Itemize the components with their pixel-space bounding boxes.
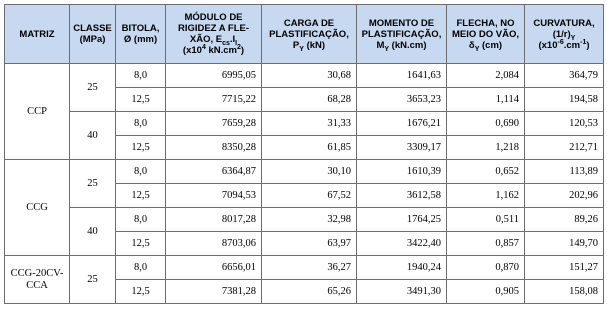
modulo-cell: 7715,22 xyxy=(166,88,262,112)
classe-cell: 40 xyxy=(70,208,116,256)
carga-cell: 32,98 xyxy=(262,208,357,232)
table-row xyxy=(5,64,604,88)
classe-cell: 25 xyxy=(70,160,116,208)
flecha-cell: 1,162 xyxy=(447,184,525,208)
bitola-cell: 12,5 xyxy=(116,184,166,208)
table-row xyxy=(5,112,604,136)
momento-cell: 3612,58 xyxy=(357,184,447,208)
matriz-cell: CCG xyxy=(5,160,70,256)
bitola-cell: 12,5 xyxy=(116,136,166,160)
flecha-cell: 1,114 xyxy=(447,88,525,112)
classe-cell: 25 xyxy=(70,64,116,112)
carga-cell: 30,10 xyxy=(262,160,357,184)
flecha-cell: 0,511 xyxy=(447,208,525,232)
matriz-cell: CCG-20CV-CCA xyxy=(5,256,70,304)
bitola-cell: 8,0 xyxy=(116,208,166,232)
bitola-cell: 12,5 xyxy=(116,88,166,112)
table-row xyxy=(5,208,604,232)
modulo-cell: 6995,05 xyxy=(166,64,262,88)
header-modulo: MÓDULO DE RIGIDEZ A FLE- XÃO, $E_{cs}.I_I$ ($x10^4$ $kN.cm^2$) xyxy=(166,5,262,64)
classe-cell: 25 xyxy=(70,256,116,304)
momento-cell: 1641,63 xyxy=(357,64,447,88)
header-carga: CARGA DE PLASTIFICAÇÃO, $P_Y$ (kN) xyxy=(262,5,357,64)
curvatura-cell: 158,08 xyxy=(525,280,604,304)
bitola-cell: 8,0 xyxy=(116,112,166,136)
header-curvatura: CURVATURA, $(1/r)_Y$ $(x10^{-6}.cm^{-1})$ xyxy=(525,5,604,64)
curvatura-cell: 113,89 xyxy=(525,160,604,184)
header-classe: CLASSE (MPa) xyxy=(70,5,116,64)
momento-cell: 1940,24 xyxy=(357,256,447,280)
modulo-cell: 6656,01 xyxy=(166,256,262,280)
header-momento: MOMENTO DE PLASTIFICAÇÃO, $M_Y$ (kN.cm) xyxy=(357,5,447,64)
flecha-cell: 0,690 xyxy=(447,112,525,136)
curvatura-cell: 212,71 xyxy=(525,136,604,160)
modulo-cell: 8017,28 xyxy=(166,208,262,232)
flecha-cell: 0,905 xyxy=(447,280,525,304)
momento-cell: 1764,25 xyxy=(357,208,447,232)
bitola-cell: 8,0 xyxy=(116,64,166,88)
matriz-cell: CCP xyxy=(5,64,70,160)
carga-cell: 61,85 xyxy=(262,136,357,160)
momento-cell: 1676,21 xyxy=(357,112,447,136)
modulo-cell: 7381,28 xyxy=(166,280,262,304)
carga-cell: 30,68 xyxy=(262,64,357,88)
carga-cell: 63,97 xyxy=(262,232,357,256)
flecha-cell: 0,857 xyxy=(447,232,525,256)
carga-cell: 65,26 xyxy=(262,280,357,304)
modulo-cell: 7094,53 xyxy=(166,184,262,208)
flecha-cell: 1,218 xyxy=(447,136,525,160)
momento-cell: 1610,39 xyxy=(357,160,447,184)
momento-cell: 3422,40 xyxy=(357,232,447,256)
curvatura-cell: 151,27 xyxy=(525,256,604,280)
bitola-cell: 12,5 xyxy=(116,280,166,304)
curvatura-cell: 149,70 xyxy=(525,232,604,256)
carga-cell: 36,27 xyxy=(262,256,357,280)
curvatura-cell: 89,26 xyxy=(525,208,604,232)
header-bitola: BITOLA, Ø (mm) xyxy=(116,5,166,64)
header-flecha: FLECHA, NO MEIO DO VÃO, $\delta_Y$ (cm) xyxy=(447,5,525,64)
curvatura-cell: 194,58 xyxy=(525,88,604,112)
curvatura-cell: 120,53 xyxy=(525,112,604,136)
carga-cell: 31,33 xyxy=(262,112,357,136)
table-body xyxy=(5,64,604,304)
header-row xyxy=(5,5,604,64)
results-table xyxy=(4,4,604,304)
bitola-cell: 12,5 xyxy=(116,232,166,256)
bitola-cell: 8,0 xyxy=(116,256,166,280)
flecha-cell: 0,870 xyxy=(447,256,525,280)
table-row xyxy=(5,160,604,184)
flecha-cell: 2,084 xyxy=(447,64,525,88)
classe-cell: 40 xyxy=(70,112,116,160)
modulo-cell: 8703,06 xyxy=(166,232,262,256)
flecha-cell: 0,652 xyxy=(447,160,525,184)
header-matriz: MATRIZ xyxy=(5,5,70,64)
modulo-cell: 6364,87 xyxy=(166,160,262,184)
bitola-cell: 8,0 xyxy=(116,160,166,184)
modulo-cell: 7659,28 xyxy=(166,112,262,136)
momento-cell: 3491,30 xyxy=(357,280,447,304)
momento-cell: 3309,17 xyxy=(357,136,447,160)
carga-cell: 68,28 xyxy=(262,88,357,112)
carga-cell: 67,52 xyxy=(262,184,357,208)
modulo-cell: 8350,28 xyxy=(166,136,262,160)
curvatura-cell: 202,96 xyxy=(525,184,604,208)
curvatura-cell: 364,79 xyxy=(525,64,604,88)
momento-cell: 3653,23 xyxy=(357,88,447,112)
table-row xyxy=(5,256,604,280)
